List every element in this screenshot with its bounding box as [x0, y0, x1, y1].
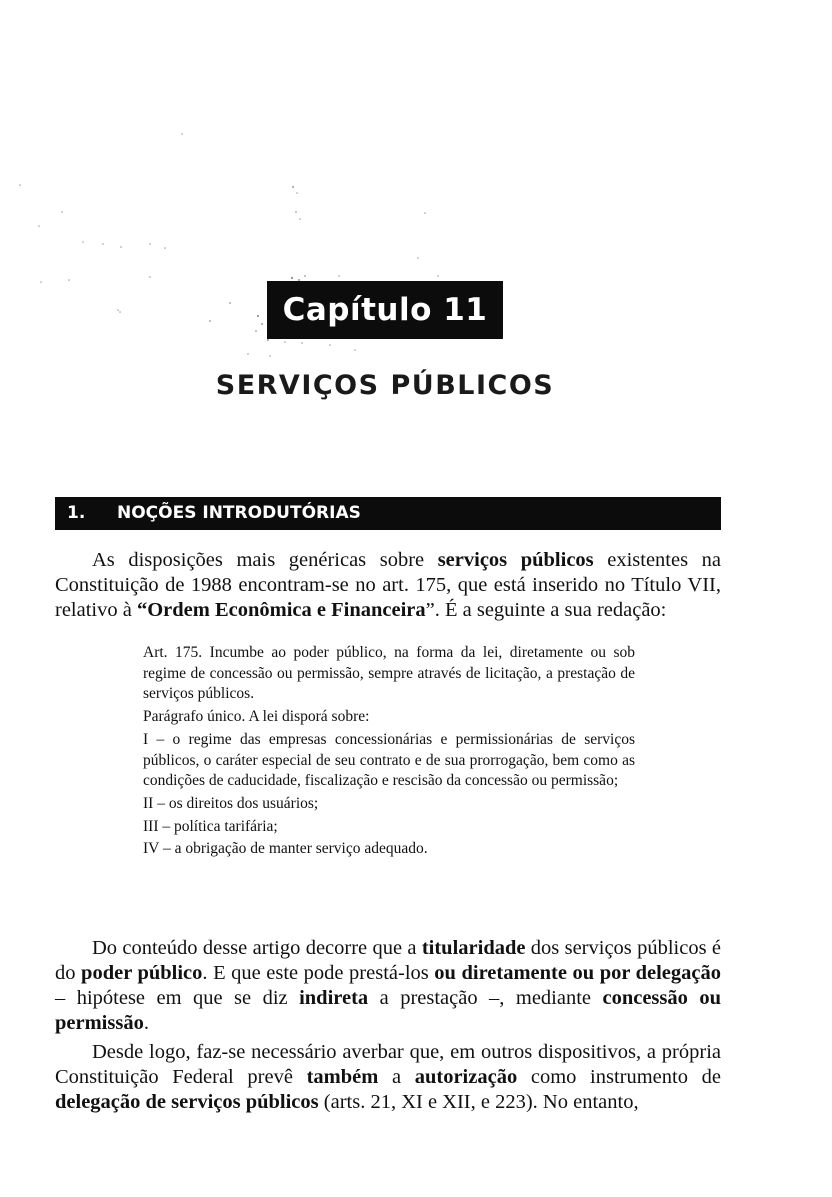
scan-noise [0, 0, 832, 400]
section-title: NOÇÕES INTRODUTÓRIAS [117, 503, 361, 523]
quote-item-4: IV – a obrigação de manter serviço adequado. [143, 840, 428, 858]
paragraph-2: Do conteúdo desse artigo decorre que a titularidade dos serviços públicos é do poder público. E que este pode prestá-los ou diretamente ou por delegação – hipótese em que se diz indireta a prestação –, mediante concessão ou permissão. [55, 937, 721, 1034]
quote-item-1: I – o regime das empresas concessionárias e permissionárias de serviços públicos, o caráter especial de seu contrato e de sua prorrogação, bem como as condições de caducidade, fiscalização e rescisão da concessão ou permissão; [143, 730, 635, 790]
constitution-quote [143, 643, 635, 862]
intro-paragraph: As disposições mais genéricas sobre serviços públicos existentes na Constituição de 1988 encontram-se no art. 175, que está inserido no Título VII, relativo à “Ordem Econômica e Financeira”. É a seguinte a sua redação: [55, 549, 721, 621]
quote-item-3: III – política tarifária; [143, 817, 278, 835]
paragraph-3: Desde logo, faz-se necessário averbar que, em outros dispositivos, a própria Constituição Federal prevê também a autorização como instrumento de delegação de serviços públicos (arts. 21, XI e XII, e 223). No entanto, [55, 1041, 721, 1113]
quote-paragraph: Parágrafo único. A lei disporá sobre: [143, 708, 370, 726]
section-header [55, 497, 721, 530]
section-number: 1. [67, 503, 86, 523]
quote-article: Art. 175. Incumbe ao poder público, na forma da lei, diretamente ou sob regime de concessão ou permissão, sempre através de licitação, a prestação de serviços públicos. [143, 644, 635, 703]
chapter-badge: Capítulo 11 [267, 281, 503, 339]
quote-item-2: II – os direitos dos usuários; [143, 794, 319, 812]
chapter-title: SERVIÇOS PÚBLICOS [215, 370, 555, 401]
